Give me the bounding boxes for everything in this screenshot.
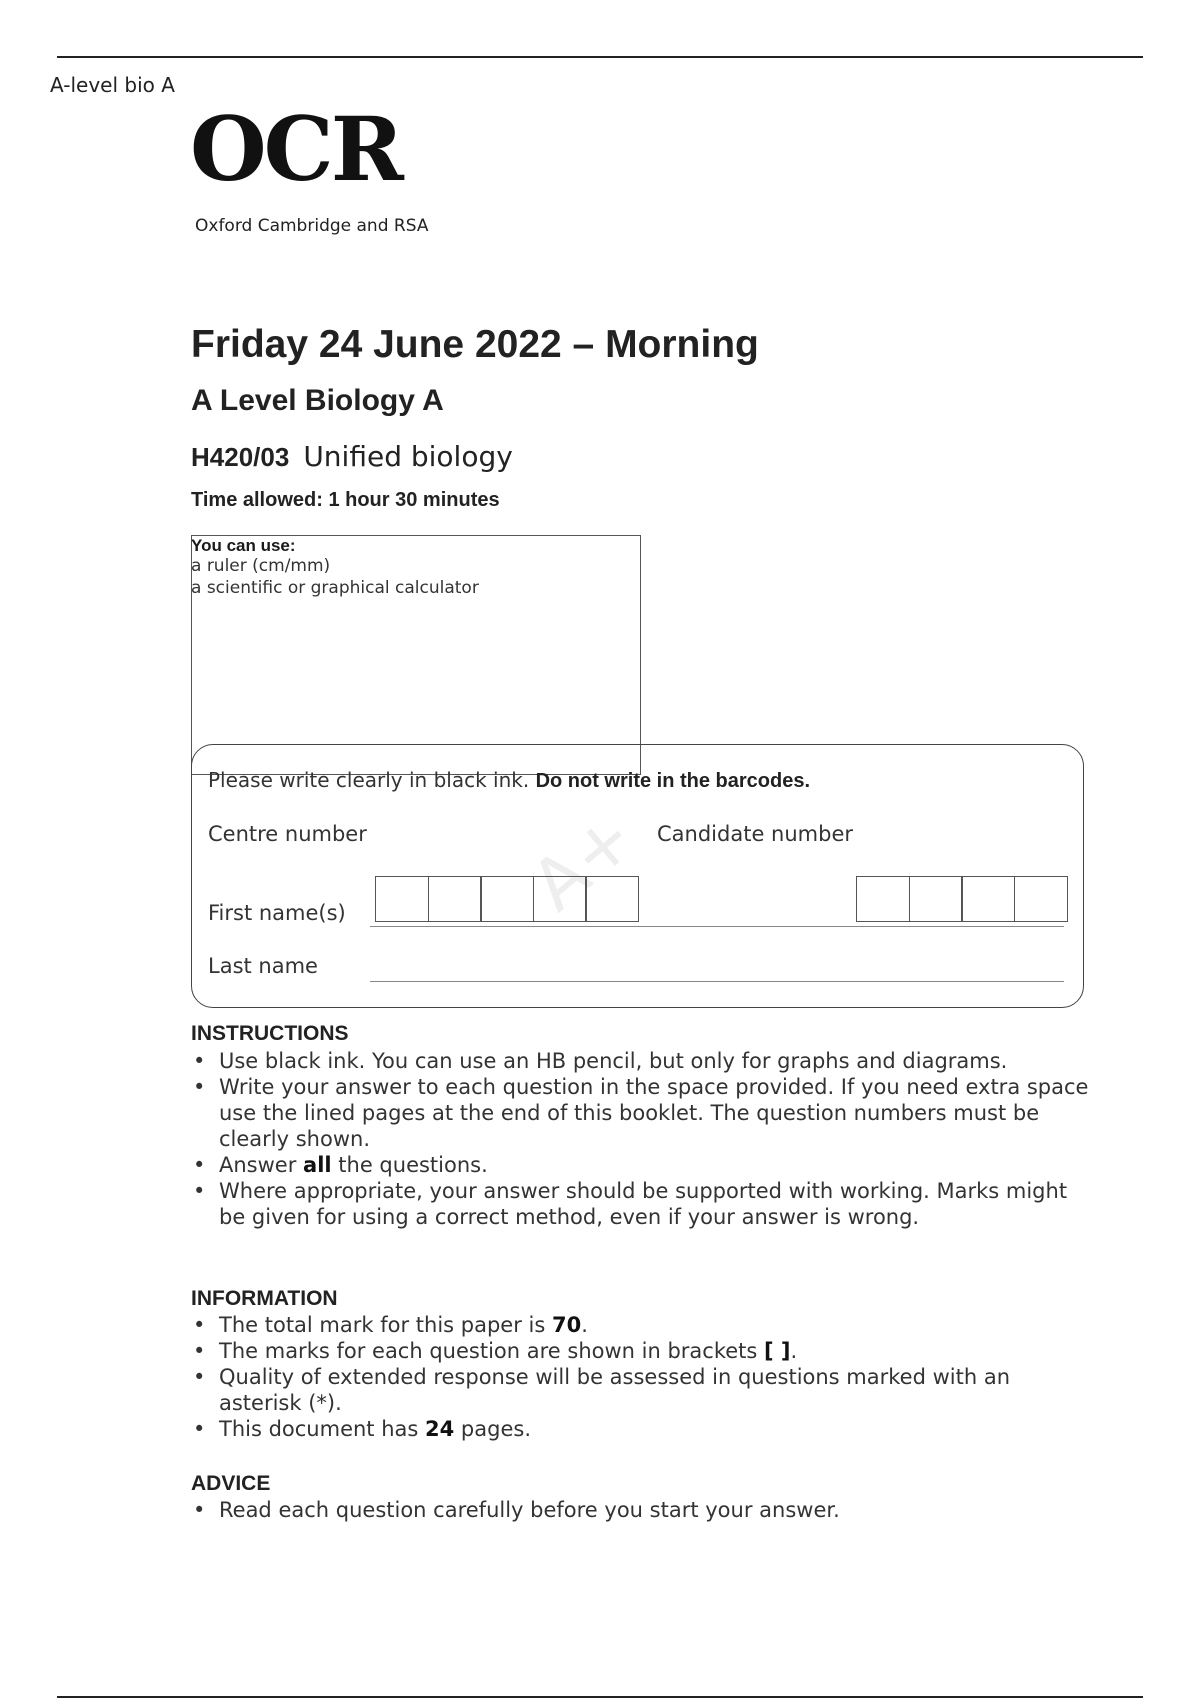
header-label: A-level bio A xyxy=(50,73,175,97)
information-item: • Quality of extended response will be assessed in questions marked with an asterisk (*). xyxy=(191,1364,1091,1416)
information-item: • The total mark for this paper is 70. xyxy=(191,1312,1091,1338)
exam-unit: Unified biology xyxy=(303,440,513,473)
centre-digit-box[interactable] xyxy=(480,876,534,922)
instructions-heading: INSTRUCTIONS xyxy=(191,1022,349,1045)
centre-digit-box[interactable] xyxy=(375,876,429,922)
information-item: • The marks for each question are shown in brackets [ ]. xyxy=(191,1338,1091,1364)
you-can-use-title: You can use: xyxy=(191,536,296,555)
instructions-item: • Answer all the questions. xyxy=(191,1152,1091,1178)
first-name-label: First name(s) xyxy=(208,901,346,925)
watermark: A+ xyxy=(516,795,651,927)
first-name-line[interactable] xyxy=(370,926,1064,927)
advice-item: • Read each question carefully before you start your answer. xyxy=(191,1497,1091,1523)
ink-note-text: Please write clearly in black ink. xyxy=(208,768,530,792)
advice-heading: ADVICE xyxy=(191,1472,271,1495)
candidate-digit-box[interactable] xyxy=(909,876,963,922)
candidate-digit-box[interactable] xyxy=(856,876,910,922)
ink-note xyxy=(208,768,810,793)
exam-code-line xyxy=(191,440,513,473)
ink-note-bold: Do not write in the barcodes. xyxy=(535,770,811,792)
instructions-item: • Write your answer to each question in the space provided. If you need extra space use the lined pages at the end of this booklet. The question numbers must be clearly shown. xyxy=(191,1074,1091,1152)
you-can-use-item: a ruler (cm/mm) xyxy=(191,556,331,576)
centre-number-label: Centre number xyxy=(208,822,367,846)
information-list xyxy=(191,1312,1091,1442)
top-rule xyxy=(57,56,1143,58)
bottom-rule xyxy=(57,1696,1143,1698)
centre-digit-box[interactable] xyxy=(585,876,639,922)
candidate-number-field[interactable] xyxy=(856,876,1066,922)
centre-digit-box[interactable] xyxy=(533,876,587,922)
instructions-item: • Where appropriate, your answer should be supported with working. Marks might be given for using a correct method, even if your answer is wrong. xyxy=(191,1178,1091,1230)
centre-number-field[interactable] xyxy=(375,876,638,922)
candidate-digit-box[interactable] xyxy=(1014,876,1068,922)
exam-subject: A Level Biology A xyxy=(191,384,444,417)
last-name-label: Last name xyxy=(208,954,318,978)
instructions-item: • Use black ink. You can use an HB pencil, but only for graphs and diagrams. xyxy=(191,1048,1091,1074)
information-item: • This document has 24 pages. xyxy=(191,1416,1091,1442)
last-name-line[interactable] xyxy=(370,981,1064,982)
candidate-number-label: Candidate number xyxy=(657,822,853,846)
you-can-use-item: a scientific or graphical calculator xyxy=(191,578,479,598)
candidate-digit-box[interactable] xyxy=(961,876,1015,922)
exam-code: H420/03 xyxy=(191,442,290,472)
advice-list xyxy=(191,1497,1091,1523)
ocr-logo: OCR xyxy=(190,97,401,201)
centre-digit-box[interactable] xyxy=(428,876,482,922)
time-allowed: Time allowed: 1 hour 30 minutes xyxy=(191,489,500,511)
exam-date: Friday 24 June 2022 – Morning xyxy=(191,323,759,366)
instructions-list xyxy=(191,1048,1091,1230)
information-heading: INFORMATION xyxy=(191,1287,338,1310)
ocr-logo-subtitle: Oxford Cambridge and RSA xyxy=(195,216,429,236)
